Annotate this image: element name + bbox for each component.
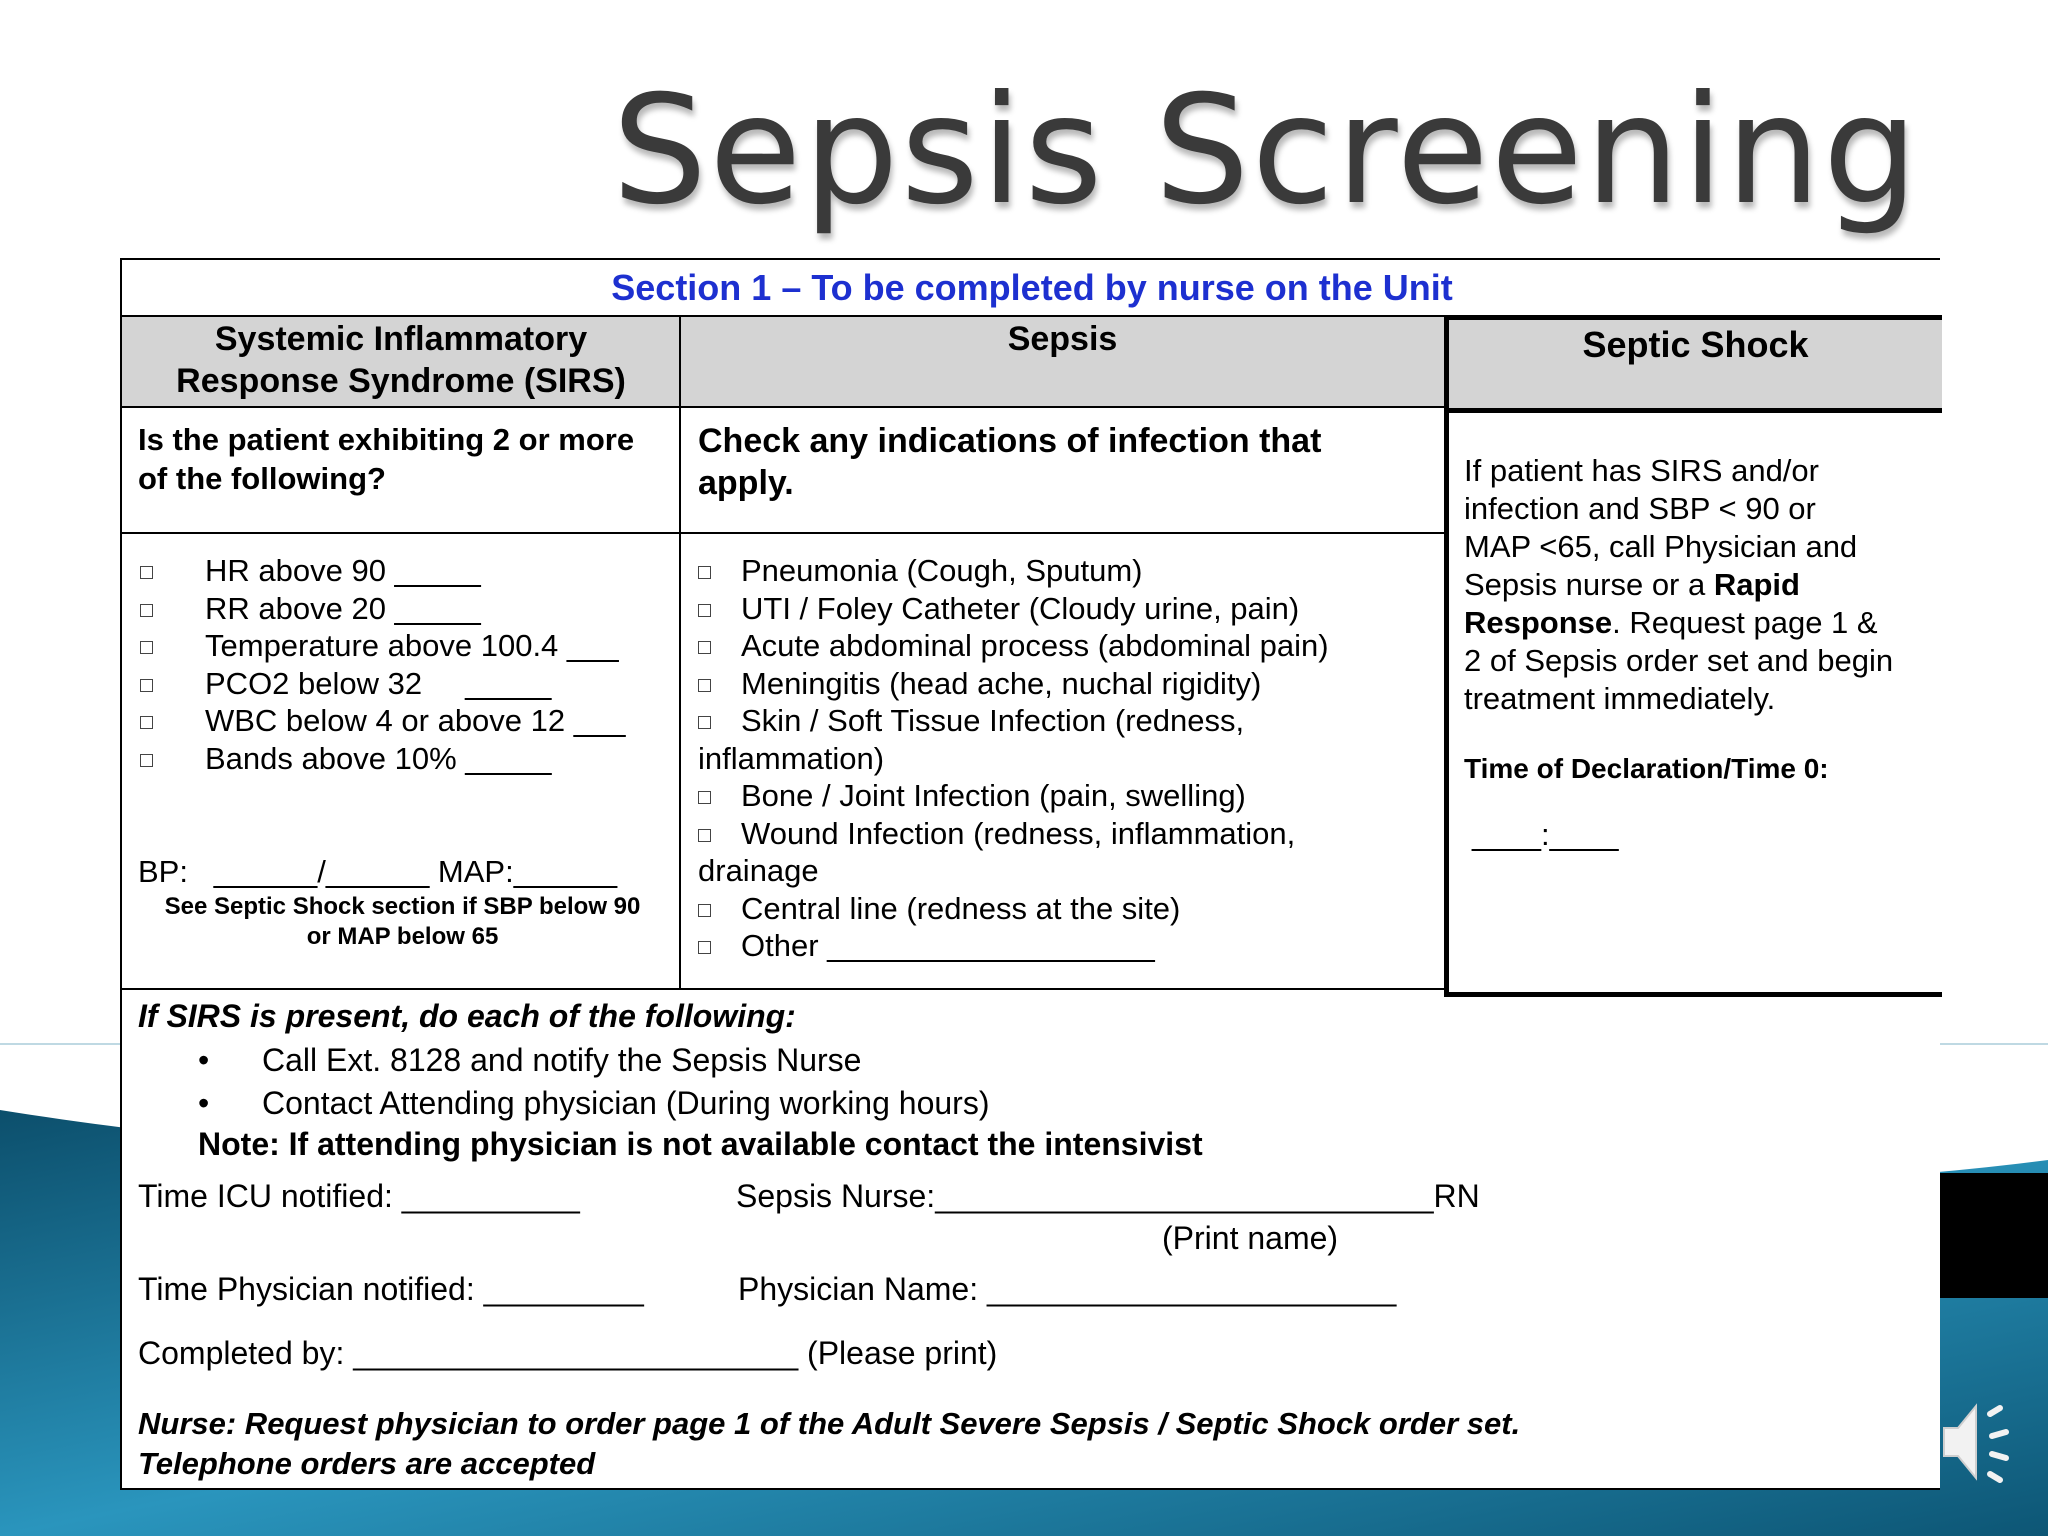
shock-text-part: . Request page 1 & (1612, 605, 1878, 640)
checkbox-icon[interactable] (698, 641, 711, 654)
criterion-label: HR above 90 _____ (205, 553, 481, 588)
checkbox-icon[interactable] (698, 791, 711, 804)
checkbox-icon[interactable] (698, 679, 711, 692)
shock-line (1464, 604, 1944, 642)
time-physician-notified-field[interactable]: Time Physician notified: _________ (138, 1271, 644, 1307)
bullet-item (198, 1042, 861, 1079)
sirs-criteria-list (140, 552, 625, 777)
criterion-label: Bands above 10% _____ (205, 740, 552, 776)
septic-shock-text (1464, 452, 1944, 854)
sepsis-header: Sepsis (681, 316, 1444, 406)
criterion-label: Temperature above 100.4 ___ (205, 628, 619, 663)
bullet-icon: • (198, 1042, 210, 1078)
septic-shock-header: Septic Shock (1449, 320, 1942, 408)
checkbox-icon[interactable] (140, 641, 153, 654)
infection-item-continued (698, 852, 1329, 890)
nurse-instruction-line2: Telephone orders are accepted (138, 1446, 596, 1481)
checkbox-icon[interactable] (140, 716, 153, 729)
sepsis-nurse-field[interactable]: Sepsis Nurse:____________________________RN (736, 1178, 1480, 1214)
checkbox-icon[interactable] (698, 716, 711, 729)
criterion-label: PCO2 below 32 _____ (205, 665, 552, 701)
infection-list (698, 552, 1329, 965)
infection-label: Wound Infection (redness, inflammation, (741, 815, 1296, 851)
infection-label: Skin / Soft Tissue Infection (redness, (741, 703, 1245, 738)
grid-line (122, 406, 1444, 408)
sirs-present-heading: If SIRS is present, do each of the following: (138, 998, 796, 1034)
checkbox-icon[interactable] (698, 941, 711, 954)
infection-label: Meningitis (head ache, nuchal rigidity) (741, 665, 1262, 701)
nurse-instruction-line1: Nurse: Request physician to order page 1 of the Adult Severe Sepsis / Septic Shock order set. (138, 1406, 1521, 1441)
shock-line: MAP <65, call Physician and (1464, 529, 1858, 564)
shock-line: 2 of Sepsis order set and begin (1464, 643, 1894, 678)
sirs-note (130, 892, 675, 952)
infection-label: inflammation) (698, 740, 885, 776)
infection-label: Pneumonia (Cough, Sputum) (741, 553, 1143, 588)
shock-line (1464, 566, 1944, 604)
checkbox-icon[interactable] (140, 604, 153, 617)
decorative-black-bar (1940, 1173, 2048, 1298)
sirs-criterion[interactable] (140, 740, 625, 778)
section-title: Section 1 – To be completed by nurse on the Unit (611, 267, 1453, 308)
sepsis-question-line1: Check any indications of infection that (698, 422, 1322, 460)
infection-item[interactable] (698, 627, 1329, 665)
checkbox-icon[interactable] (698, 904, 711, 917)
checkbox-icon[interactable] (140, 754, 153, 767)
sirs-header (122, 316, 680, 406)
sirs-criterion[interactable] (140, 590, 625, 628)
infection-label: Other ___________________ (741, 928, 1155, 963)
grid-line (122, 532, 1444, 534)
completed-by-field[interactable]: Completed by: _________________________ (Please print) (138, 1335, 998, 1371)
slide-title: Sepsis Screening (611, 64, 1920, 238)
bp-map-field[interactable]: BP: ______/______ MAP:______ (138, 854, 618, 889)
infection-item[interactable] (698, 590, 1329, 628)
infection-item-continued (698, 740, 1329, 778)
sirs-criterion[interactable] (140, 665, 625, 703)
sirs-question (138, 420, 678, 498)
bullet-icon: • (198, 1085, 210, 1121)
rapid-text: Rapid (1713, 567, 1800, 602)
shock-line: infection and SBP < 90 or (1464, 491, 1816, 526)
shock-line: If patient has SIRS and/or (1464, 453, 1819, 488)
septic-shock-box (1444, 315, 1942, 997)
sirs-note-line2: or MAP below 65 (306, 923, 499, 950)
sirs-question-line1: Is the patient exhibiting 2 or more (138, 422, 635, 457)
sepsis-question-line2: apply. (698, 464, 794, 502)
sirs-header-line2: Response Syndrome (SIRS) (176, 362, 626, 400)
infection-label: Central line (redness at the site) (741, 890, 1181, 926)
sirs-criterion[interactable] (140, 627, 625, 665)
infection-item[interactable] (698, 552, 1329, 590)
time-of-declaration-label: Time of Declaration/Time 0: (1464, 753, 1829, 784)
infection-item[interactable] (698, 665, 1329, 703)
checkbox-icon[interactable] (140, 566, 153, 579)
bullet-text: Contact Attending physician (During working hours) (262, 1085, 990, 1121)
speaker-icon[interactable] (1940, 1392, 2020, 1492)
grid-line (679, 315, 681, 990)
grid-line (122, 988, 1444, 990)
infection-label: Bone / Joint Infection (pain, swelling) (741, 778, 1246, 813)
time-of-declaration-field[interactable]: ____:____ (1472, 817, 1619, 852)
infection-item[interactable] (698, 927, 1329, 965)
physician-name-field[interactable]: Physician Name: _______________________ (738, 1271, 1397, 1307)
sirs-header-line1: Systemic Inflammatory (214, 320, 588, 358)
criterion-label: RR above 20 _____ (205, 590, 481, 626)
intensivist-note: Note: If attending physician is not available contact the intensivist (198, 1126, 1203, 1162)
infection-label: Acute abdominal process (abdominal pain) (741, 628, 1329, 663)
sirs-note-line1: See Septic Shock section if SBP below 90 (164, 893, 641, 920)
sirs-criterion[interactable] (140, 702, 625, 740)
shock-line: treatment immediately. (1464, 681, 1776, 716)
sirs-question-line2: of the following? (138, 461, 386, 496)
print-name-label: (Print name) (1162, 1220, 1339, 1256)
infection-item[interactable] (698, 777, 1329, 815)
sirs-criterion[interactable] (140, 552, 625, 590)
screening-form (120, 258, 1940, 1490)
checkbox-icon[interactable] (140, 679, 153, 692)
grid-line (122, 315, 1444, 317)
infection-item[interactable] (698, 702, 1329, 740)
infection-item[interactable] (698, 890, 1329, 928)
infection-item[interactable] (698, 815, 1329, 853)
sepsis-question (698, 420, 1438, 504)
time-icu-notified-field[interactable]: Time ICU notified: __________ (138, 1178, 580, 1214)
checkbox-icon[interactable] (698, 829, 711, 842)
infection-label: drainage (698, 853, 819, 888)
response-text: Response (1464, 605, 1613, 640)
shock-text-part: Sepsis nurse or a (1464, 567, 1714, 602)
criterion-label: WBC below 4 or above 12 ___ (205, 703, 626, 738)
checkbox-icon[interactable] (698, 604, 711, 617)
infection-label: UTI / Foley Catheter (Cloudy urine, pain) (741, 590, 1300, 626)
checkbox-icon[interactable] (698, 566, 711, 579)
bullet-item (198, 1085, 989, 1122)
bullet-text: Call Ext. 8128 and notify the Sepsis Nurse (262, 1042, 862, 1078)
